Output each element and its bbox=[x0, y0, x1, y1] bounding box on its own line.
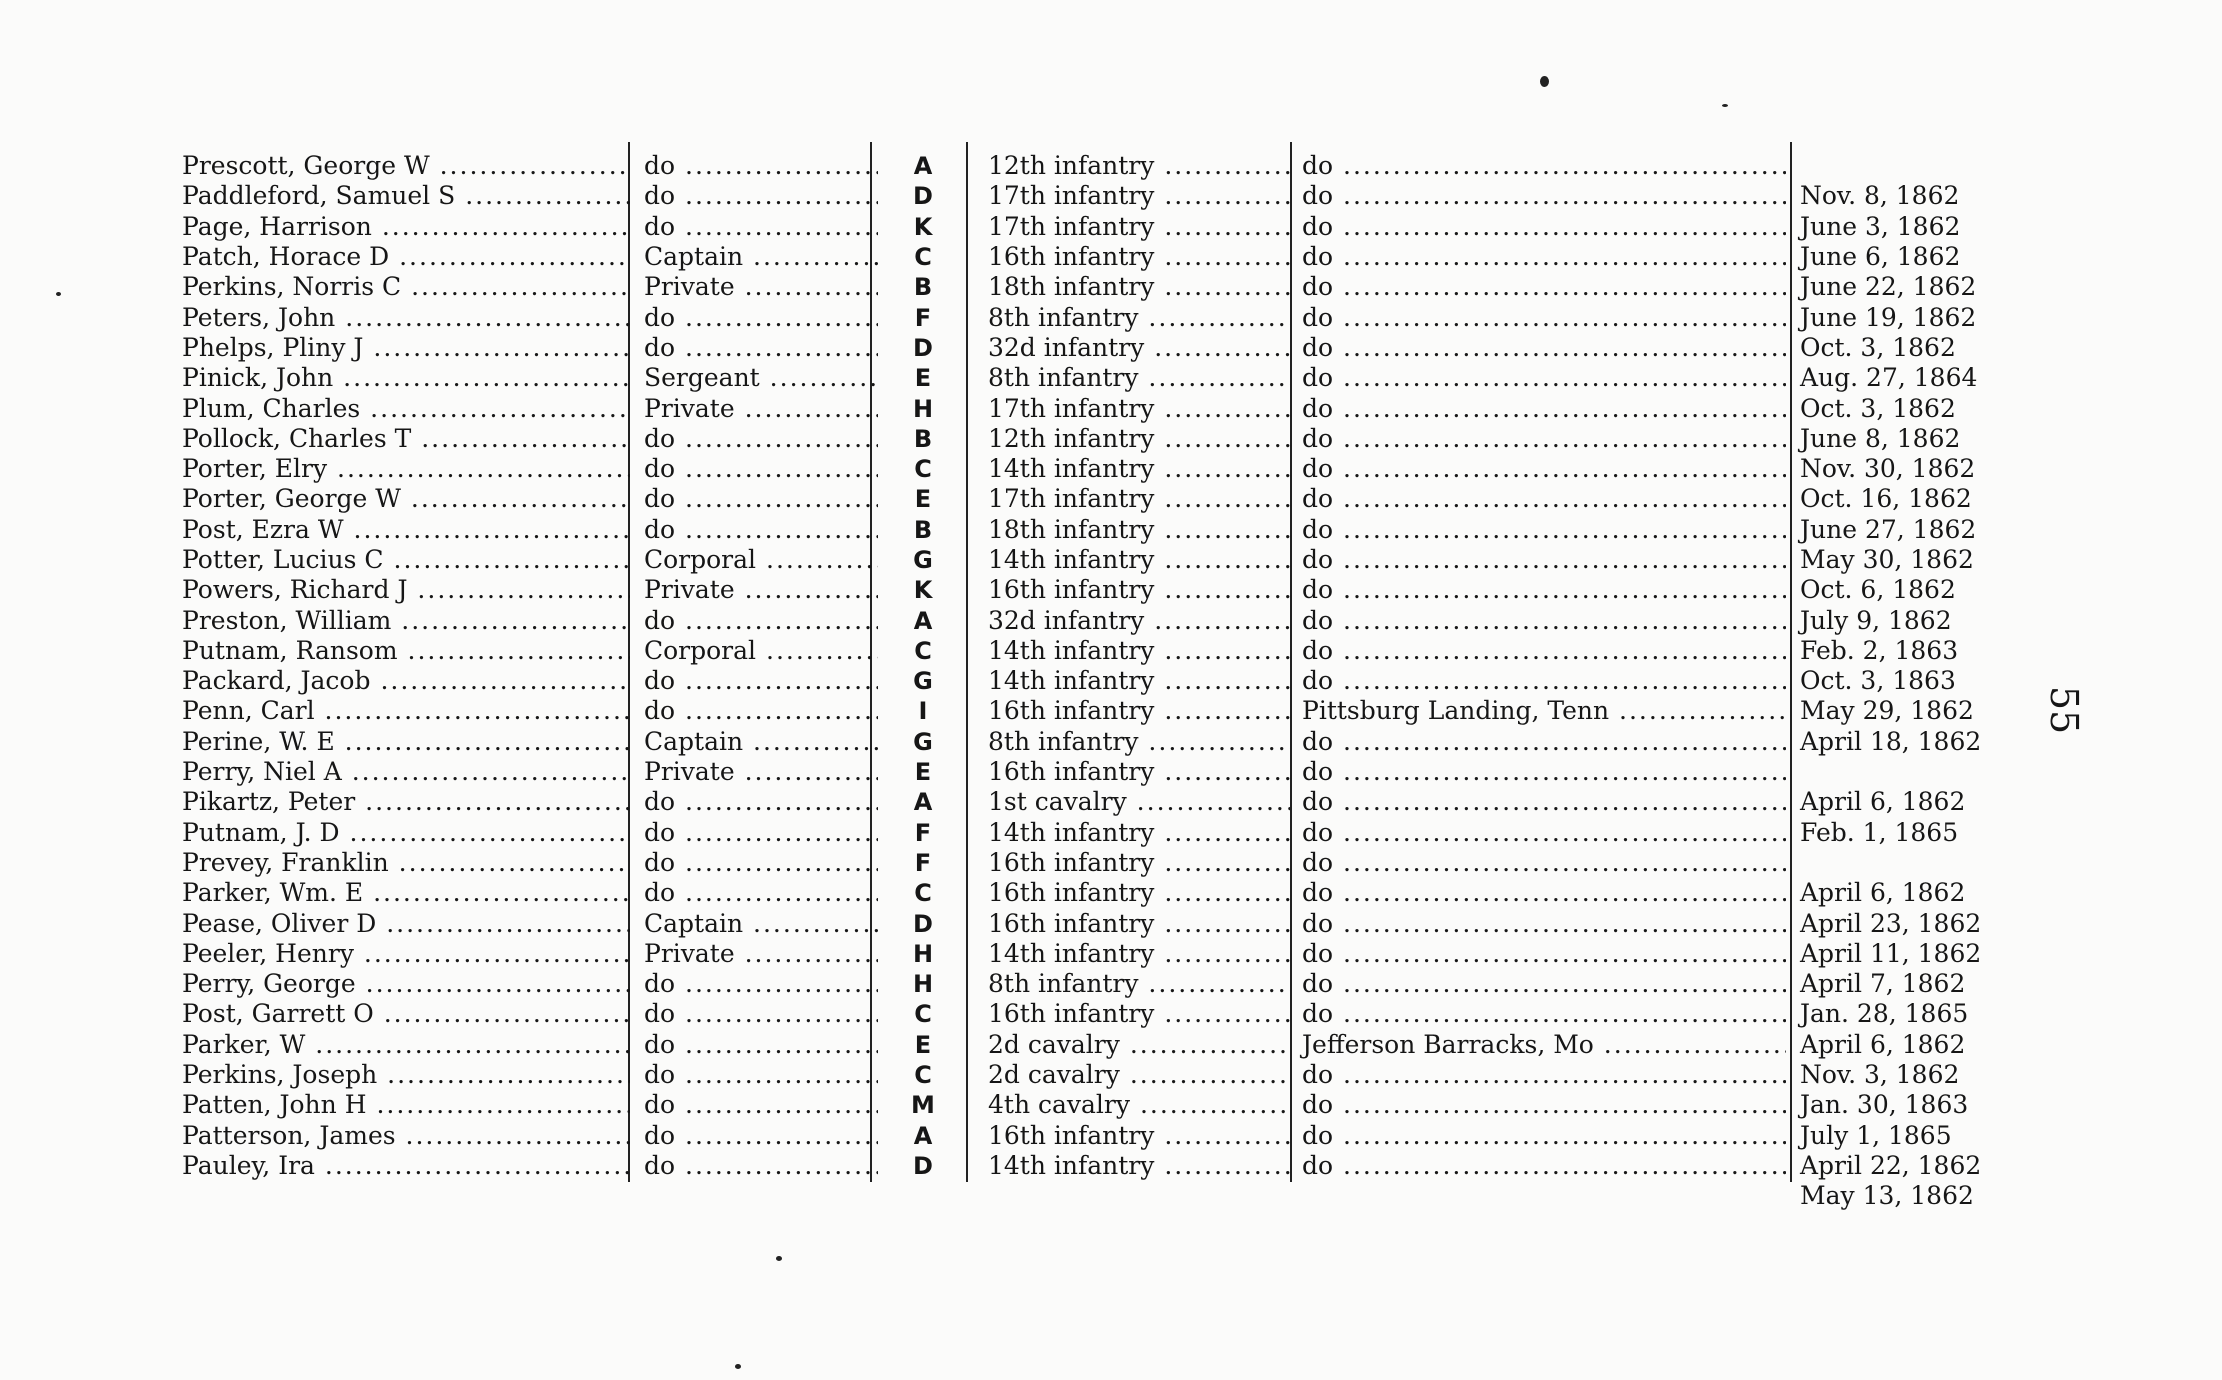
page-number: 55 bbox=[2042, 685, 2087, 735]
regiment-cell: 14th infantry ..... bbox=[968, 1151, 1290, 1181]
table-row bbox=[182, 908, 2022, 938]
rank-cell: do ..... bbox=[630, 969, 878, 999]
name-cell: Perkins, Joseph ..... bbox=[182, 1060, 630, 1090]
company-cell: F bbox=[914, 303, 932, 332]
rank-cell: do ..... bbox=[630, 787, 878, 817]
company-cell: C bbox=[914, 636, 932, 665]
rank-cell: Private ..... bbox=[630, 939, 878, 969]
place-cell: do ..... bbox=[1290, 212, 1786, 242]
place-cell: do ..... bbox=[1290, 575, 1786, 605]
name-cell: Paddleford, Samuel S ..... bbox=[182, 181, 630, 211]
name-cell: Porter, Elry ..... bbox=[182, 454, 630, 484]
rank-cell: do ..... bbox=[630, 1030, 878, 1060]
date-cell: June 22, 1862 bbox=[1800, 272, 1977, 302]
name-cell: Perine, W. E ..... bbox=[182, 727, 630, 757]
place-cell: do ..... bbox=[1290, 181, 1786, 211]
name-cell: Post, Garrett O ..... bbox=[182, 999, 630, 1029]
date-cell: June 6, 1862 bbox=[1800, 242, 1961, 272]
place-cell: do ..... bbox=[1290, 939, 1786, 969]
rank-cell: Private ..... bbox=[630, 272, 878, 302]
company-cell: B bbox=[913, 515, 933, 544]
regiment-cell: 2d cavalry ..... bbox=[968, 1060, 1290, 1090]
table-row bbox=[182, 696, 2022, 726]
company-cell: C bbox=[914, 1000, 932, 1029]
name-cell: Preston, William ..... bbox=[182, 606, 630, 636]
company-cell: C bbox=[914, 243, 932, 272]
date-cell: April 23, 1862 bbox=[1800, 908, 1982, 938]
name-cell: Pikartz, Peter ..... bbox=[182, 787, 630, 817]
regiment-cell: 14th infantry ..... bbox=[968, 636, 1290, 666]
place-cell: do ..... bbox=[1290, 909, 1786, 939]
regiment-cell: 14th infantry ..... bbox=[968, 818, 1290, 848]
regiment-cell: 16th infantry ..... bbox=[968, 909, 1290, 939]
table-row bbox=[182, 605, 2022, 635]
company-cell: C bbox=[914, 455, 932, 484]
date-cell: Oct. 3, 1862 bbox=[1800, 393, 1956, 423]
date-cell: Oct. 3, 1863 bbox=[1800, 666, 1956, 696]
rank-cell: do ..... bbox=[630, 151, 878, 181]
date-cell: Feb. 1, 1865 bbox=[1800, 817, 1959, 847]
place-cell: do ..... bbox=[1290, 636, 1786, 666]
place-cell: do ..... bbox=[1290, 787, 1786, 817]
name-cell: Penn, Carl ..... bbox=[182, 696, 630, 726]
name-cell: Patterson, James ..... bbox=[182, 1121, 630, 1151]
rank-cell: do ..... bbox=[630, 454, 878, 484]
table-row bbox=[182, 1090, 2022, 1120]
regiment-cell: 16th infantry ..... bbox=[968, 575, 1290, 605]
date-cell: May 30, 1862 bbox=[1800, 545, 1974, 574]
ink-speck bbox=[56, 292, 61, 296]
table-row bbox=[182, 999, 2022, 1029]
date-cell: June 19, 1862 bbox=[1800, 302, 1977, 332]
company-cell: C bbox=[914, 879, 932, 908]
rank-cell: Private ..... bbox=[630, 575, 878, 605]
rank-cell: Corporal ..... bbox=[630, 545, 878, 575]
regiment-cell: 8th infantry ..... bbox=[968, 303, 1290, 333]
rank-cell: Captain ..... bbox=[630, 242, 878, 272]
regiment-cell: 17th infantry ..... bbox=[968, 181, 1290, 211]
place-cell: do ..... bbox=[1290, 999, 1786, 1029]
rank-cell: do ..... bbox=[630, 848, 878, 878]
table-row bbox=[182, 1121, 2022, 1151]
date-cell: June 3, 1862 bbox=[1800, 211, 1961, 241]
date-cell: Aug. 27, 1864 bbox=[1800, 363, 1978, 393]
name-cell: Page, Harrison ..... bbox=[182, 212, 630, 242]
date-cell: June 8, 1862 bbox=[1800, 423, 1961, 453]
rank-cell: do ..... bbox=[630, 666, 878, 696]
table-row bbox=[182, 757, 2022, 787]
table-row bbox=[182, 575, 2022, 605]
place-cell: do ..... bbox=[1290, 818, 1786, 848]
company-cell: D bbox=[913, 333, 933, 362]
table-row bbox=[182, 848, 2022, 878]
regiment-cell: 12th infantry ..... bbox=[968, 424, 1290, 454]
name-cell: Patch, Horace D ..... bbox=[182, 242, 630, 272]
name-cell: Pauley, Ira ..... bbox=[182, 1151, 630, 1181]
company-cell: D bbox=[913, 1151, 933, 1180]
table-row bbox=[182, 242, 2022, 272]
name-cell: Peters, John ..... bbox=[182, 303, 630, 333]
date-cell: Nov. 30, 1862 bbox=[1800, 454, 1976, 484]
regiment-cell: 14th infantry ..... bbox=[968, 666, 1290, 696]
name-cell: Pinick, John ..... bbox=[182, 363, 630, 393]
rank-cell: do ..... bbox=[630, 1151, 878, 1181]
name-cell: Parker, W ..... bbox=[182, 1030, 630, 1060]
place-cell: do ..... bbox=[1290, 606, 1786, 636]
date-cell: April 18, 1862 bbox=[1800, 726, 1982, 756]
place-cell: do ..... bbox=[1290, 151, 1786, 181]
table-row bbox=[182, 484, 2022, 514]
name-cell: Pease, Oliver D ..... bbox=[182, 909, 630, 939]
company-cell: K bbox=[913, 212, 933, 241]
company-cell: D bbox=[913, 182, 933, 211]
place-cell: do ..... bbox=[1290, 1060, 1786, 1090]
company-cell: I bbox=[918, 697, 928, 726]
date-cell: Jan. 28, 1865 bbox=[1800, 999, 1969, 1029]
company-cell: G bbox=[913, 546, 933, 574]
table-row bbox=[182, 151, 2022, 181]
regiment-cell: 17th infantry ..... bbox=[968, 212, 1290, 242]
place-cell: do ..... bbox=[1290, 303, 1786, 333]
date-cell: Jan. 30, 1863 bbox=[1800, 1090, 1969, 1120]
company-cell: A bbox=[913, 606, 933, 635]
table-row bbox=[182, 1181, 2022, 1211]
place-cell: do ..... bbox=[1290, 272, 1786, 302]
company-cell: B bbox=[913, 273, 933, 302]
date-cell: Oct. 16, 1862 bbox=[1800, 484, 1972, 514]
name-cell: Perkins, Norris C ..... bbox=[182, 272, 630, 302]
company-cell: M bbox=[911, 1091, 935, 1120]
table-row bbox=[182, 636, 2022, 666]
ink-speck bbox=[776, 1256, 782, 1261]
date-cell: Nov. 8, 1862 bbox=[1800, 181, 1960, 211]
table-row bbox=[182, 363, 2022, 393]
company-cell: D bbox=[913, 909, 933, 938]
table-row bbox=[182, 969, 2022, 999]
place-cell: do ..... bbox=[1290, 333, 1786, 363]
place-cell: do ..... bbox=[1290, 424, 1786, 454]
rank-cell: do ..... bbox=[630, 999, 878, 1029]
rank-cell: do ..... bbox=[630, 1090, 878, 1120]
company-cell: H bbox=[912, 970, 934, 999]
rank-cell: do ..... bbox=[630, 424, 878, 454]
rank-cell: do ..... bbox=[630, 303, 878, 333]
rank-cell: Corporal ..... bbox=[630, 636, 878, 666]
rank-cell: do ..... bbox=[630, 1060, 878, 1090]
name-cell: Post, Ezra W ..... bbox=[182, 515, 630, 545]
place-cell: do ..... bbox=[1290, 394, 1786, 424]
table-row bbox=[182, 454, 2022, 484]
regiment-cell: 14th infantry ..... bbox=[968, 454, 1290, 484]
rank-cell: do ..... bbox=[630, 818, 878, 848]
place-cell: Jefferson Barracks, Mo ..... bbox=[1290, 1030, 1786, 1060]
name-cell: Potter, Lucius C ..... bbox=[182, 545, 630, 575]
regiment-cell: 16th infantry ..... bbox=[968, 242, 1290, 272]
date-cell: July 9, 1862 bbox=[1800, 605, 1952, 635]
date-cell: April 6, 1862 bbox=[1800, 1029, 1966, 1059]
rank-cell: Captain ..... bbox=[630, 727, 878, 757]
name-cell: Plum, Charles ..... bbox=[182, 394, 630, 424]
regiment-cell: 4th cavalry ..... bbox=[968, 1090, 1290, 1120]
place-cell: do ..... bbox=[1290, 727, 1786, 757]
name-cell: Pollock, Charles T ..... bbox=[182, 424, 630, 454]
rank-cell: do ..... bbox=[630, 515, 878, 545]
regiment-cell: 16th infantry ..... bbox=[968, 696, 1290, 726]
name-cell: Prevey, Franklin ..... bbox=[182, 848, 630, 878]
date-cell: July 1, 1865 bbox=[1800, 1120, 1952, 1150]
ink-speck bbox=[735, 1364, 741, 1369]
regiment-cell: 16th infantry ..... bbox=[968, 878, 1290, 908]
table-row bbox=[182, 1030, 2022, 1060]
regiment-cell: 18th infantry ..... bbox=[968, 272, 1290, 302]
date-cell: Feb. 2, 1863 bbox=[1800, 635, 1959, 665]
date-cell: April 11, 1862 bbox=[1800, 938, 1982, 968]
table-row bbox=[182, 878, 2022, 908]
date-cell: May 13, 1862 bbox=[1800, 1181, 1974, 1211]
date-cell: April 6, 1862 bbox=[1800, 787, 1966, 817]
regiment-cell: 1st cavalry ..... bbox=[968, 787, 1290, 817]
name-cell: Phelps, Pliny J ..... bbox=[182, 333, 630, 363]
place-cell: do ..... bbox=[1290, 1121, 1786, 1151]
company-cell: C bbox=[914, 1061, 932, 1090]
place-cell: do ..... bbox=[1290, 363, 1786, 393]
table-row bbox=[182, 939, 2022, 969]
company-cell: E bbox=[914, 364, 932, 393]
regiment-cell: 14th infantry ..... bbox=[968, 545, 1290, 575]
table-row bbox=[182, 1060, 2022, 1090]
place-cell: do ..... bbox=[1290, 878, 1786, 908]
date-cell: Oct. 6, 1862 bbox=[1800, 575, 1956, 605]
regiment-cell: 16th infantry ..... bbox=[968, 1121, 1290, 1151]
regiment-cell: 17th infantry ..... bbox=[968, 394, 1290, 424]
company-cell: H bbox=[912, 939, 934, 968]
table-row bbox=[182, 787, 2022, 817]
regiment-cell: 16th infantry ..... bbox=[968, 999, 1290, 1029]
table-row bbox=[182, 333, 2022, 363]
place-cell: do ..... bbox=[1290, 1090, 1786, 1120]
name-cell: Perry, Niel A ..... bbox=[182, 757, 630, 787]
company-cell: E bbox=[914, 758, 932, 787]
regiment-cell: 32d infantry ..... bbox=[968, 333, 1290, 363]
name-cell: Packard, Jacob ..... bbox=[182, 666, 630, 696]
table-row bbox=[182, 181, 2022, 211]
place-cell: do ..... bbox=[1290, 242, 1786, 272]
date-cell: April 7, 1862 bbox=[1800, 969, 1966, 999]
rank-cell: Captain ..... bbox=[630, 909, 878, 939]
company-cell: A bbox=[913, 1121, 933, 1150]
name-cell: Putnam, J. D ..... bbox=[182, 818, 630, 848]
rank-cell: do ..... bbox=[630, 484, 878, 514]
place-cell: do ..... bbox=[1290, 666, 1786, 696]
rank-cell: do ..... bbox=[630, 1121, 878, 1151]
regiment-cell: 8th infantry ..... bbox=[968, 969, 1290, 999]
table-row bbox=[182, 212, 2022, 242]
ink-speck bbox=[1722, 104, 1728, 107]
name-cell: Prescott, George W ..... bbox=[182, 151, 630, 181]
place-cell: do ..... bbox=[1290, 515, 1786, 545]
place-cell: do ..... bbox=[1290, 454, 1786, 484]
company-cell: A bbox=[913, 788, 933, 817]
rank-cell: do ..... bbox=[630, 878, 878, 908]
company-cell: E bbox=[914, 1030, 932, 1059]
rank-cell: Private ..... bbox=[630, 757, 878, 787]
company-cell: F bbox=[914, 818, 932, 847]
date-cell: Nov. 3, 1862 bbox=[1800, 1060, 1960, 1090]
table-row bbox=[182, 545, 2022, 575]
regiment-cell: 12th infantry ..... bbox=[968, 151, 1290, 181]
company-cell: K bbox=[913, 576, 933, 605]
name-cell: Peeler, Henry ..... bbox=[182, 939, 630, 969]
company-cell: H bbox=[912, 394, 934, 423]
table-row bbox=[182, 393, 2022, 423]
place-cell: do ..... bbox=[1290, 484, 1786, 514]
table-row bbox=[182, 666, 2022, 696]
rank-cell: do ..... bbox=[630, 696, 878, 726]
regiment-cell: 17th infantry ..... bbox=[968, 484, 1290, 514]
regiment-cell: 14th infantry ..... bbox=[968, 939, 1290, 969]
place-cell: do ..... bbox=[1290, 545, 1786, 575]
date-cell: May 29, 1862 bbox=[1800, 696, 1974, 726]
ink-speck bbox=[1540, 76, 1549, 87]
rank-cell: Sergeant ..... bbox=[630, 363, 878, 393]
table-row bbox=[182, 302, 2022, 332]
rank-cell: do ..... bbox=[630, 181, 878, 211]
place-cell: Pittsburg Landing, Tenn ..... bbox=[1290, 696, 1786, 726]
place-cell: do ..... bbox=[1290, 757, 1786, 787]
name-cell: Perry, George ..... bbox=[182, 969, 630, 999]
place-cell: do ..... bbox=[1290, 1151, 1786, 1181]
place-cell: do ..... bbox=[1290, 848, 1786, 878]
company-cell: A bbox=[913, 152, 933, 181]
regiment-cell: 16th infantry ..... bbox=[968, 757, 1290, 787]
regiment-cell: 16th infantry ..... bbox=[968, 848, 1290, 878]
name-cell: Porter, George W ..... bbox=[182, 484, 630, 514]
company-cell: E bbox=[914, 485, 932, 514]
company-cell: G bbox=[913, 727, 933, 756]
regiment-cell: 2d cavalry ..... bbox=[968, 1030, 1290, 1060]
date-cell: Oct. 3, 1862 bbox=[1800, 332, 1956, 362]
table-row bbox=[182, 272, 2022, 302]
company-cell: G bbox=[913, 667, 933, 696]
name-cell: Parker, Wm. E ..... bbox=[182, 878, 630, 908]
table-row bbox=[182, 727, 2022, 757]
company-cell: B bbox=[913, 424, 933, 453]
name-cell: Patten, John H ..... bbox=[182, 1090, 630, 1120]
company-cell: F bbox=[914, 848, 932, 877]
date-cell: June 27, 1862 bbox=[1800, 514, 1977, 544]
name-cell: Powers, Richard J ..... bbox=[182, 575, 630, 605]
table-row bbox=[182, 818, 2022, 848]
rank-cell: do ..... bbox=[630, 606, 878, 636]
date-cell: April 6, 1862 bbox=[1800, 878, 1966, 908]
rank-cell: do ..... bbox=[630, 333, 878, 363]
name-cell: Putnam, Ransom ..... bbox=[182, 636, 630, 666]
rank-cell: Private ..... bbox=[630, 394, 878, 424]
table-row bbox=[182, 1151, 2022, 1181]
regiment-cell: 8th infantry ..... bbox=[968, 363, 1290, 393]
regiment-cell: 8th infantry ..... bbox=[968, 727, 1290, 757]
regiment-cell: 32d infantry ..... bbox=[968, 606, 1290, 636]
roster-table bbox=[182, 151, 2022, 1211]
place-cell: do ..... bbox=[1290, 969, 1786, 999]
regiment-cell: 18th infantry ..... bbox=[968, 515, 1290, 545]
table-row bbox=[182, 515, 2022, 545]
table-row bbox=[182, 424, 2022, 454]
date-cell: April 22, 1862 bbox=[1800, 1150, 1982, 1180]
rank-cell: do ..... bbox=[630, 212, 878, 242]
